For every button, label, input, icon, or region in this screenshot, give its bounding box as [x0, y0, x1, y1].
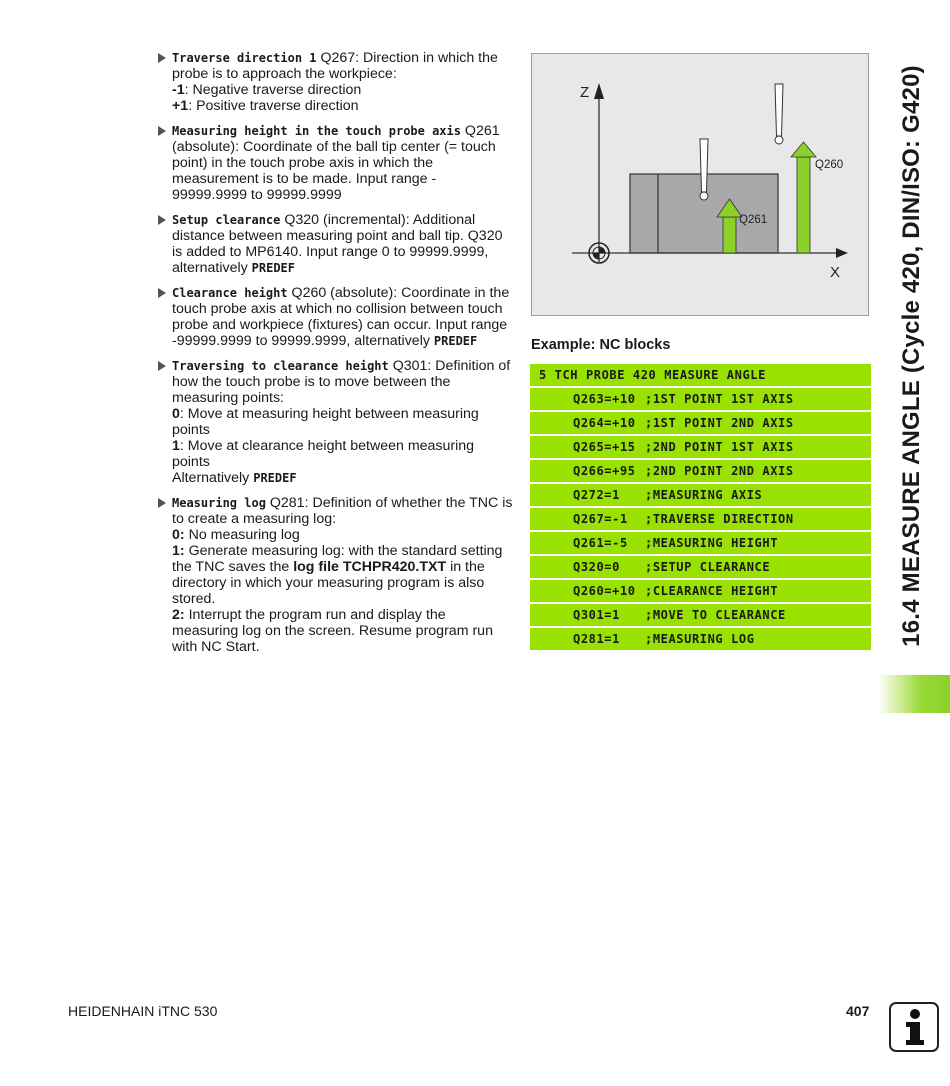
bullet-triangle-icon: [158, 498, 166, 508]
parameter-text-line: [172, 543, 510, 559]
parameter-text-line: [172, 301, 510, 317]
parameter-text: : Negative traverse direction: [184, 82, 362, 98]
nc-block-comment: ;2ND POINT 2ND AXIS: [645, 464, 794, 478]
parameter-text: Q320 (incremental): Additional: [280, 212, 476, 228]
nc-block-row: [530, 532, 871, 554]
nc-block-comment: ;MEASURING HEIGHT: [645, 536, 779, 550]
parameter-text: alternatively: [172, 260, 252, 276]
parameter-text: : Move at clearance height between measuring: [179, 438, 475, 454]
parameter-text: Q301: Definition of: [388, 358, 511, 374]
parameter-text-line: [172, 623, 510, 639]
parameter-list: [158, 50, 513, 664]
nc-block-code: Q267=-1: [573, 512, 628, 526]
bullet-triangle-icon: [158, 53, 166, 63]
nc-block-comment: ;MEASURING AXIS: [645, 488, 763, 502]
parameter-text: Q260 (absolute): Coordinate in the: [287, 285, 510, 301]
chapter-tab: [878, 675, 950, 713]
parameter-item: [158, 212, 510, 276]
z-axis-label: Z: [580, 84, 590, 101]
parameter-text: Alternatively: [172, 470, 254, 486]
parameter-text-line: [172, 317, 510, 333]
example-title: Example: NC blocks: [531, 337, 671, 353]
parameter-text-line: [172, 559, 510, 575]
parameter-text-line: [172, 139, 510, 155]
parameter-text: 1:: [172, 543, 185, 559]
parameter-text: is added to MP6140. Input range 0 to 99999.9999,: [172, 244, 489, 260]
parameter-text: stored.: [172, 591, 216, 607]
parameter-name: Clearance height: [172, 286, 288, 300]
parameter-text: points: [172, 422, 210, 438]
parameter-text-line: [172, 639, 510, 655]
parameter-text-line: [172, 527, 510, 543]
parameter-text-line: [172, 98, 510, 114]
parameter-text: distance between measuring point and ball tip. Q320: [172, 228, 503, 244]
parameter-text-line: [172, 390, 510, 406]
parameter-text: (absolute): Coordinate of the ball tip center (= touch: [172, 139, 496, 155]
parameter-text: measurement is to be made. Input range -: [172, 171, 437, 187]
parameter-text: probe and workpiece (fixtures) can occur. Input range: [172, 317, 508, 333]
parameter-text-line: [172, 607, 510, 623]
parameter-text-line: [172, 285, 510, 301]
parameter-text: with NC Start.: [172, 639, 260, 655]
nc-block-code: Q281=1: [573, 632, 620, 646]
nc-block-row: [530, 484, 871, 506]
probe-diagram: [531, 53, 869, 316]
parameter-text-line: [172, 82, 510, 98]
info-glyph: [891, 1004, 937, 1050]
parameter-text: log file TCHPR420.TXT: [293, 559, 447, 575]
nc-block-comment: ;1ST POINT 2ND AXIS: [645, 416, 794, 430]
nc-block-comment: ;2ND POINT 1ST AXIS: [645, 440, 794, 454]
nc-block-row: [530, 556, 871, 578]
parameter-text-line: [172, 438, 510, 454]
nc-block-comment: ;1ST POINT 1ST AXIS: [645, 392, 794, 406]
parameter-text: the TNC saves the: [172, 559, 294, 575]
parameter-text: points: [172, 454, 210, 470]
parameter-name: Setup clearance: [172, 213, 281, 227]
parameter-text: +1: [172, 98, 189, 114]
parameter-text: 1: [172, 438, 180, 454]
parameter-name: PREDEF: [251, 261, 296, 275]
parameter-text: directory in which your measuring program is also: [172, 575, 485, 591]
parameter-text-line: [172, 406, 510, 422]
nc-block-comment: ;MEASURING LOG: [645, 632, 755, 646]
nc-block-header: 5 TCH PROBE 420 MEASURE ANGLE: [530, 364, 871, 386]
parameter-text-line: [172, 422, 510, 438]
nc-block-row: [530, 604, 871, 626]
parameter-item: [158, 495, 513, 655]
parameter-text: : Move at measuring height between measuring: [179, 406, 479, 422]
parameter-text-line: [172, 591, 510, 607]
parameter-text-line: [172, 212, 510, 228]
parameter-name: PREDEF: [253, 471, 297, 485]
parameter-text-line: [172, 187, 510, 203]
nc-block-code: Q266=+95: [573, 464, 636, 478]
parameter-text-line: [172, 171, 510, 187]
parameter-text: Interrupt the program run and display the: [184, 607, 446, 623]
parameter-name: PREDEF: [433, 334, 478, 348]
info-icon: [889, 1002, 939, 1052]
parameter-name: Traverse direction 1: [172, 51, 317, 65]
parameter-text-line: [172, 244, 510, 260]
parameter-text: 0:: [172, 527, 185, 543]
parameter-text-line: [172, 123, 510, 139]
probe-stylus-low: [700, 139, 708, 200]
nc-block-row: [530, 436, 871, 458]
parameter-item: [158, 358, 510, 486]
parameter-text: 99999.9999 to 99999.9999: [172, 187, 342, 203]
parameter-text-line: [172, 66, 510, 82]
probe-stylus-high: [775, 84, 783, 144]
parameter-text: 0: [172, 406, 180, 422]
parameter-text: how the touch probe is to move between the: [172, 374, 451, 390]
parameter-text: -1: [172, 82, 185, 98]
parameter-text: in the: [446, 559, 485, 575]
bullet-triangle-icon: [158, 215, 166, 225]
parameter-text-line: [172, 470, 510, 486]
parameter-text-line: [172, 374, 510, 390]
nc-block-row: [530, 580, 871, 602]
z-axis-arrow: [594, 83, 604, 99]
parameter-text: : Positive traverse direction: [188, 98, 359, 114]
nc-block-code: Q261=-5: [573, 536, 628, 550]
nc-block-row: [530, 508, 871, 530]
nc-block-row: [530, 460, 871, 482]
parameter-text: Generate measuring log: with the standard setting: [184, 543, 503, 559]
page-number: 407: [846, 1003, 870, 1019]
nc-block-code: Q320=0: [573, 560, 620, 574]
parameter-item: [158, 50, 510, 114]
parameter-text-line: [172, 333, 510, 349]
parameter-text: measuring points:: [172, 390, 284, 406]
nc-block-code: Q264=+10: [573, 416, 636, 430]
parameter-name: Measuring log: [172, 496, 266, 510]
probe-diagram-svg: [532, 54, 870, 317]
parameter-name: Measuring height in the touch probe axis: [172, 124, 461, 138]
q260-label: Q260: [815, 159, 844, 171]
parameter-text-line: [172, 495, 513, 511]
parameter-text: Q267: Direction in which the: [316, 50, 498, 66]
footer-manual-name: HEIDENHAIN iTNC 530: [68, 1003, 218, 1019]
parameter-name: Traversing to clearance height: [172, 359, 389, 373]
parameter-text: to create a measuring log:: [172, 511, 337, 527]
parameter-text-line: [172, 358, 510, 374]
x-axis-label: X: [830, 264, 841, 281]
parameter-text: -99999.9999 to 99999.9999, alternatively: [172, 333, 434, 349]
parameter-text-line: [172, 155, 510, 171]
x-axis-arrow: [836, 248, 848, 258]
nc-block-comment: ;TRAVERSE DIRECTION: [645, 512, 794, 526]
nc-block-comment: ;MOVE TO CLEARANCE: [645, 608, 786, 622]
parameter-text-line: [172, 454, 510, 470]
parameter-text-line: [172, 260, 510, 276]
parameter-text: No measuring log: [184, 527, 300, 543]
parameter-text: 2:: [172, 607, 185, 623]
nc-block-code: Q301=1: [573, 608, 620, 622]
parameter-item: [158, 123, 510, 203]
parameter-text: touch probe axis at which no collision between touch: [172, 301, 503, 317]
nc-block-comment: ;SETUP CLEARANCE: [645, 560, 771, 574]
parameter-item: [158, 285, 510, 349]
q261-label: Q261: [739, 214, 768, 226]
bullet-triangle-icon: [158, 288, 166, 298]
nc-block-code: Q265=+15: [573, 440, 636, 454]
nc-block-code: Q260=+10: [573, 584, 636, 598]
parameter-text-line: [172, 511, 510, 527]
bullet-triangle-icon: [158, 126, 166, 136]
nc-block-row: [530, 388, 871, 410]
bullet-triangle-icon: [158, 361, 166, 371]
nc-block-row: [530, 412, 871, 434]
parameter-text-line: [172, 228, 510, 244]
nc-block-comment: ;CLEARANCE HEIGHT: [645, 584, 779, 598]
parameter-text-line: [172, 50, 510, 66]
parameter-text: measuring log on the screen. Resume program run: [172, 623, 493, 639]
parameter-text: Q261: [460, 123, 500, 139]
parameter-text: probe is to approach the workpiece:: [172, 66, 397, 82]
nc-block-code: Q272=1: [573, 488, 620, 502]
parameter-text: Q281: Definition of whether the TNC is: [265, 495, 513, 511]
nc-block-code: Q263=+10: [573, 392, 636, 406]
parameter-text: point) in the touch probe axis in which the: [172, 155, 434, 171]
parameter-text-line: [172, 575, 510, 591]
section-title: 16.4 MEASURE ANGLE (Cycle 420, DIN/ISO: G420): [898, 65, 925, 647]
nc-block-list: [530, 364, 871, 652]
nc-block-row: [530, 628, 871, 650]
q260-arrow: [791, 142, 816, 253]
section-title-vertical: [877, 50, 947, 662]
